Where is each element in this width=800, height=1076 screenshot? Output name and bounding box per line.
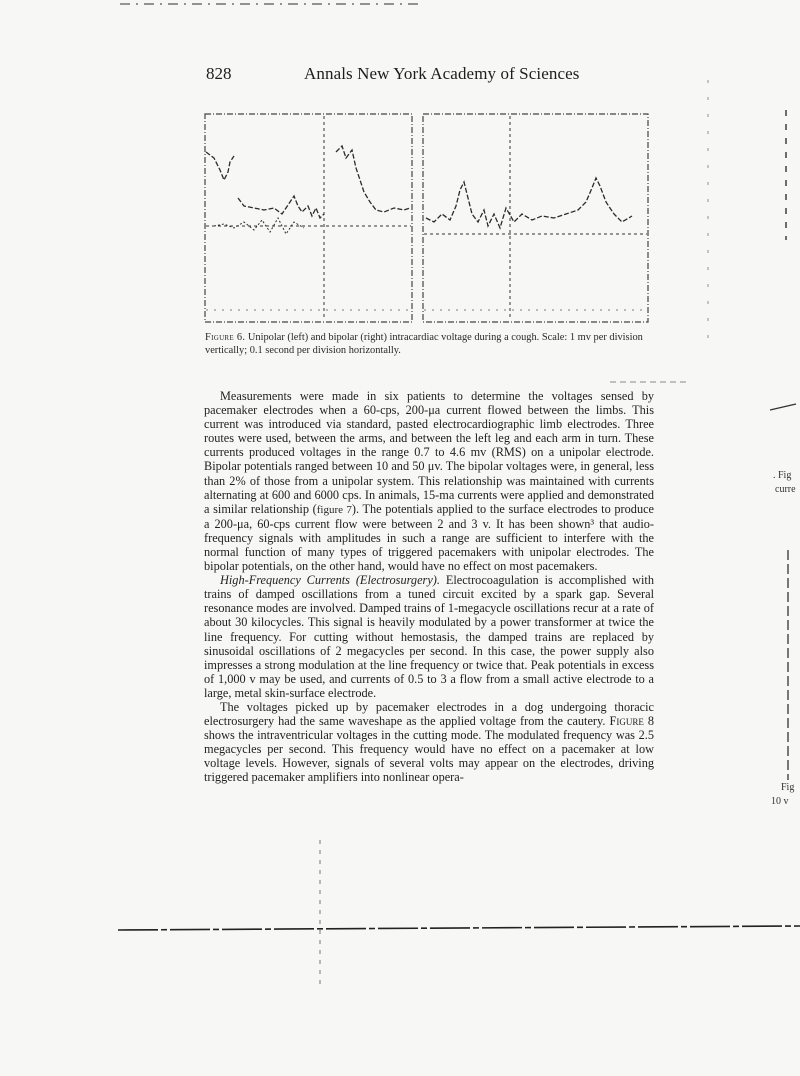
paragraph-1-text: Measurements were made in six patients to determine the voltages sensed by pacemaker electrodes when a 60-cps, 200-μa current flowed between the limbs. This current was introduced via standard, pasted electrocardiographic limb electrodes. Three routes were used, between the arms, and between the left leg and each arm in turn. These currents produced voltages in the range 0.7 to 4.6 mv (RMS) on a unipolar electrode. Bipolar potentials ranged between 10 and 50 μv. The bipolar voltages were, in general, less than 2% of those from a unipolar system. This relationship was maintained with currents alternating at 600 and 6000 cps. In animals, 15-ma currents were applied and demonstrated a similar relationship ( bbox=[204, 389, 654, 516]
right-edge-tick bbox=[770, 404, 796, 410]
paragraph-3-start: The voltages picked up by pacemaker electrodes in a dog undergoing thoracic electrosurgery had the same waveshape as the applied voltage from the cautery. bbox=[204, 699, 654, 729]
paragraph-2-text: Electrocoagulation is accomplished with trains of damped oscillations from a tuned circuit excited by a spark gap. Several resonance modes are involved. Damped trains of 1-megacycle oscillations recur at a rate of about 30 kilocycles. This signal is heavily modulated by a power transformer at twice the line frequency. For cutting without hemostasis, the damped trains are replaced by sinusoidal oscillations of 2 megacycles per second. In this case, the power supply also impresses a strong modulation at the line frequency or twice that. Peak potentials in excess of 1,000 v may be used, and currents of 0.5 to 3 a flow from a small active electrode to a large, metal skin-surface electrode. bbox=[204, 573, 655, 700]
figure-8-reference: Figure 8 bbox=[609, 714, 654, 729]
paragraph-3-text: shows the intraventricular voltages in the cutting mode. The modulated frequency was 2.5 megacycles per second. This frequency would have no effect on a pacemaker at low voltage levels. However, signals of several volts may appear on the electrodes, driving triggered pacemaker amplifiers into nonlinear opera- bbox=[204, 728, 654, 785]
edge-fragment-fig-bottom: Fig bbox=[781, 782, 795, 793]
figure-7-reference: figure 7 bbox=[316, 503, 352, 516]
section-heading-high-frequency: High-Frequency Currents (Electrosurgery). bbox=[220, 573, 440, 588]
journal-title: Annals New York Academy of Sciences bbox=[304, 64, 580, 83]
figure-caption-text: Unipolar (left) and bipolar (right) intracardiac voltage during a cough. Scale: 1 mv per division vertically; 0.1 second per division horizontally. bbox=[205, 332, 643, 356]
page-number: 828 bbox=[206, 64, 232, 83]
edge-fragment-curre: curre bbox=[775, 484, 796, 495]
bottom-rule bbox=[118, 926, 800, 930]
figure-label: Figure 6. bbox=[205, 332, 246, 343]
edge-fragment-10v: 10 v bbox=[771, 796, 789, 807]
paragraph-1-end: ). The potentials applied to the surface electrodes to produce a 200-μa, 60-cps current flow were between 2 and 3 v. It has been shown³ that audio-frequency signals with amplitudes in such a range are sufficient to interfere with the normal function of many types of triggered pacemakers with unipolar electrodes. The bipolar potentials, on the other hand, would have no effect on most pacemakers. bbox=[204, 501, 655, 574]
edge-fragment-fig: . Fig bbox=[773, 470, 792, 481]
